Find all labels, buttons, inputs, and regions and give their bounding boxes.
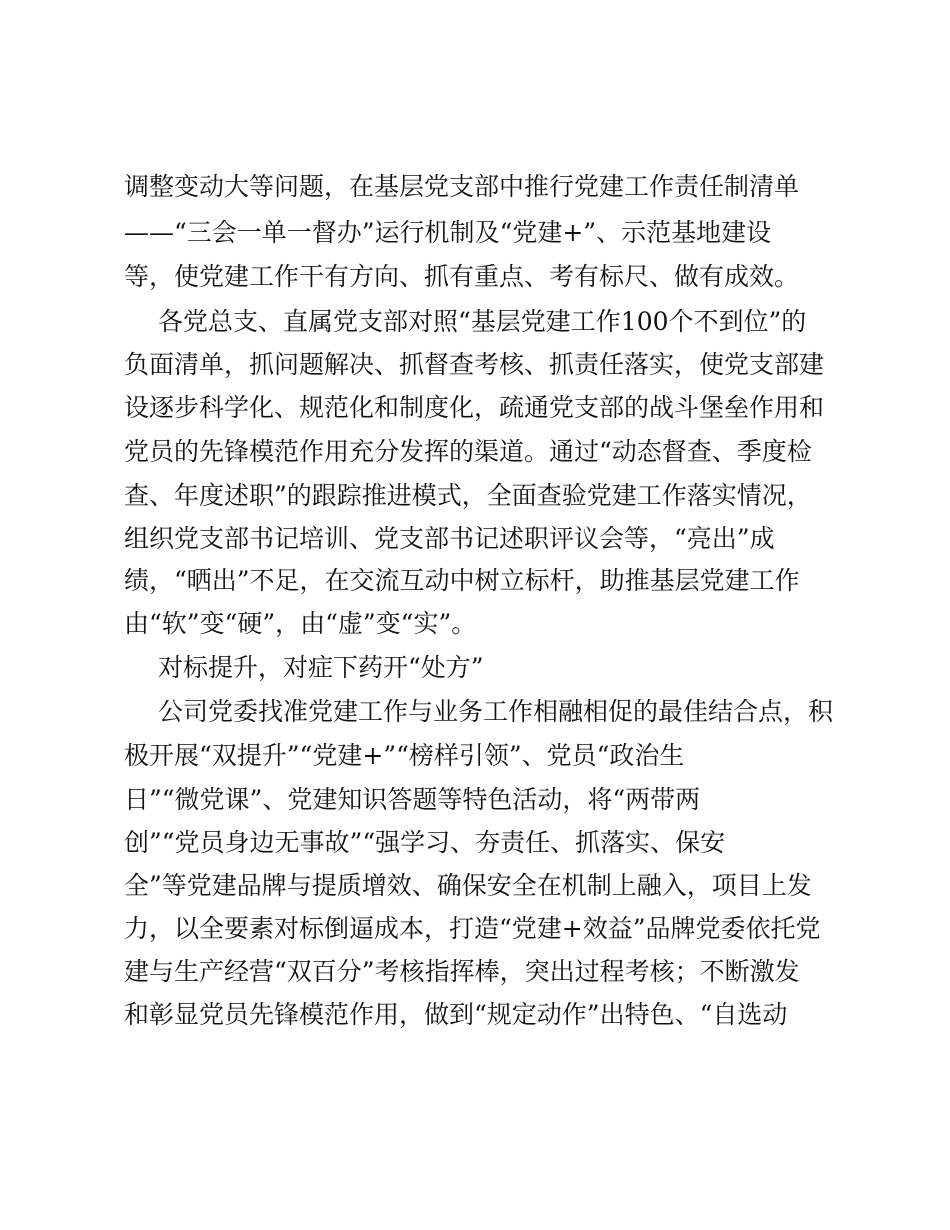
text-line-2: ——“三会一单一督办”运行机制及“党建+”、示范基地建设 <box>124 218 772 247</box>
text-line-8: 查、年度述职”的跟踪推进模式，全面查验党建工作落实情况， <box>124 481 812 510</box>
text-line-20: 和彰显党员先锋模范作用，做到“规定动作”出特色、“自选动 <box>124 1000 788 1029</box>
text-line-3: 等，使党建工作干有方向、抓有重点、考有标尺、做有成效。 <box>124 262 800 291</box>
text-line-18: 力，以全要素对标倒逼成本，打造“党建+效益”品牌党委依托党 <box>124 914 821 943</box>
text-line-9: 组织党支部书记培训、党支部书记述职评议会等，“亮出”成 <box>124 524 775 553</box>
text-line-4: 各党总支、直属党支部对照“基层党建工作100个不到位”的 <box>158 307 807 336</box>
text-line-5: 负面清单，抓问题解决、抓督查考核、抓责任落实，使党支部建 <box>124 350 825 379</box>
text-line-11: 由“软”变“硬”，由“虚”变“实”。 <box>124 609 477 638</box>
text-line-19: 建与生产经营“双百分”考核指挥棒，突出过程考核；不断激发 <box>124 957 800 986</box>
text-line-13: 公司党委找准党建工作与业务工作相融相促的最佳结合点，积 <box>158 697 834 726</box>
text-line-14: 极开展“双提升”“党建+”“榜样引领”、党员“政治生 <box>124 741 685 770</box>
text-line-17: 全”等党建品牌与提质增效、确保安全在机制上融入，项目上发 <box>124 871 812 900</box>
text-line-16: 创”“党员身边无事故”“强学习、夯责任、抓落实、保安 <box>124 828 726 857</box>
text-line-10: 绩，“晒出”不足，在交流互动中树立标杆，助推基层党建工作 <box>124 566 800 595</box>
text-line-15: 日”“微党课”、党建知识答题等特色活动，将“两带两 <box>124 785 701 814</box>
section-heading: 对标提升，对症下药开“处方” <box>158 653 484 682</box>
text-line-7: 党员的先锋模范作用充分发挥的渠道。通过“动态督查、季度检 <box>124 437 812 466</box>
text-line-6: 设逐步科学化、规范化和制度化，疏通党支部的战斗堡垒作用和 <box>124 393 825 422</box>
text-line-1: 调整变动大等问题，在基层党支部中推行党建工作责任制清单 <box>124 172 800 201</box>
